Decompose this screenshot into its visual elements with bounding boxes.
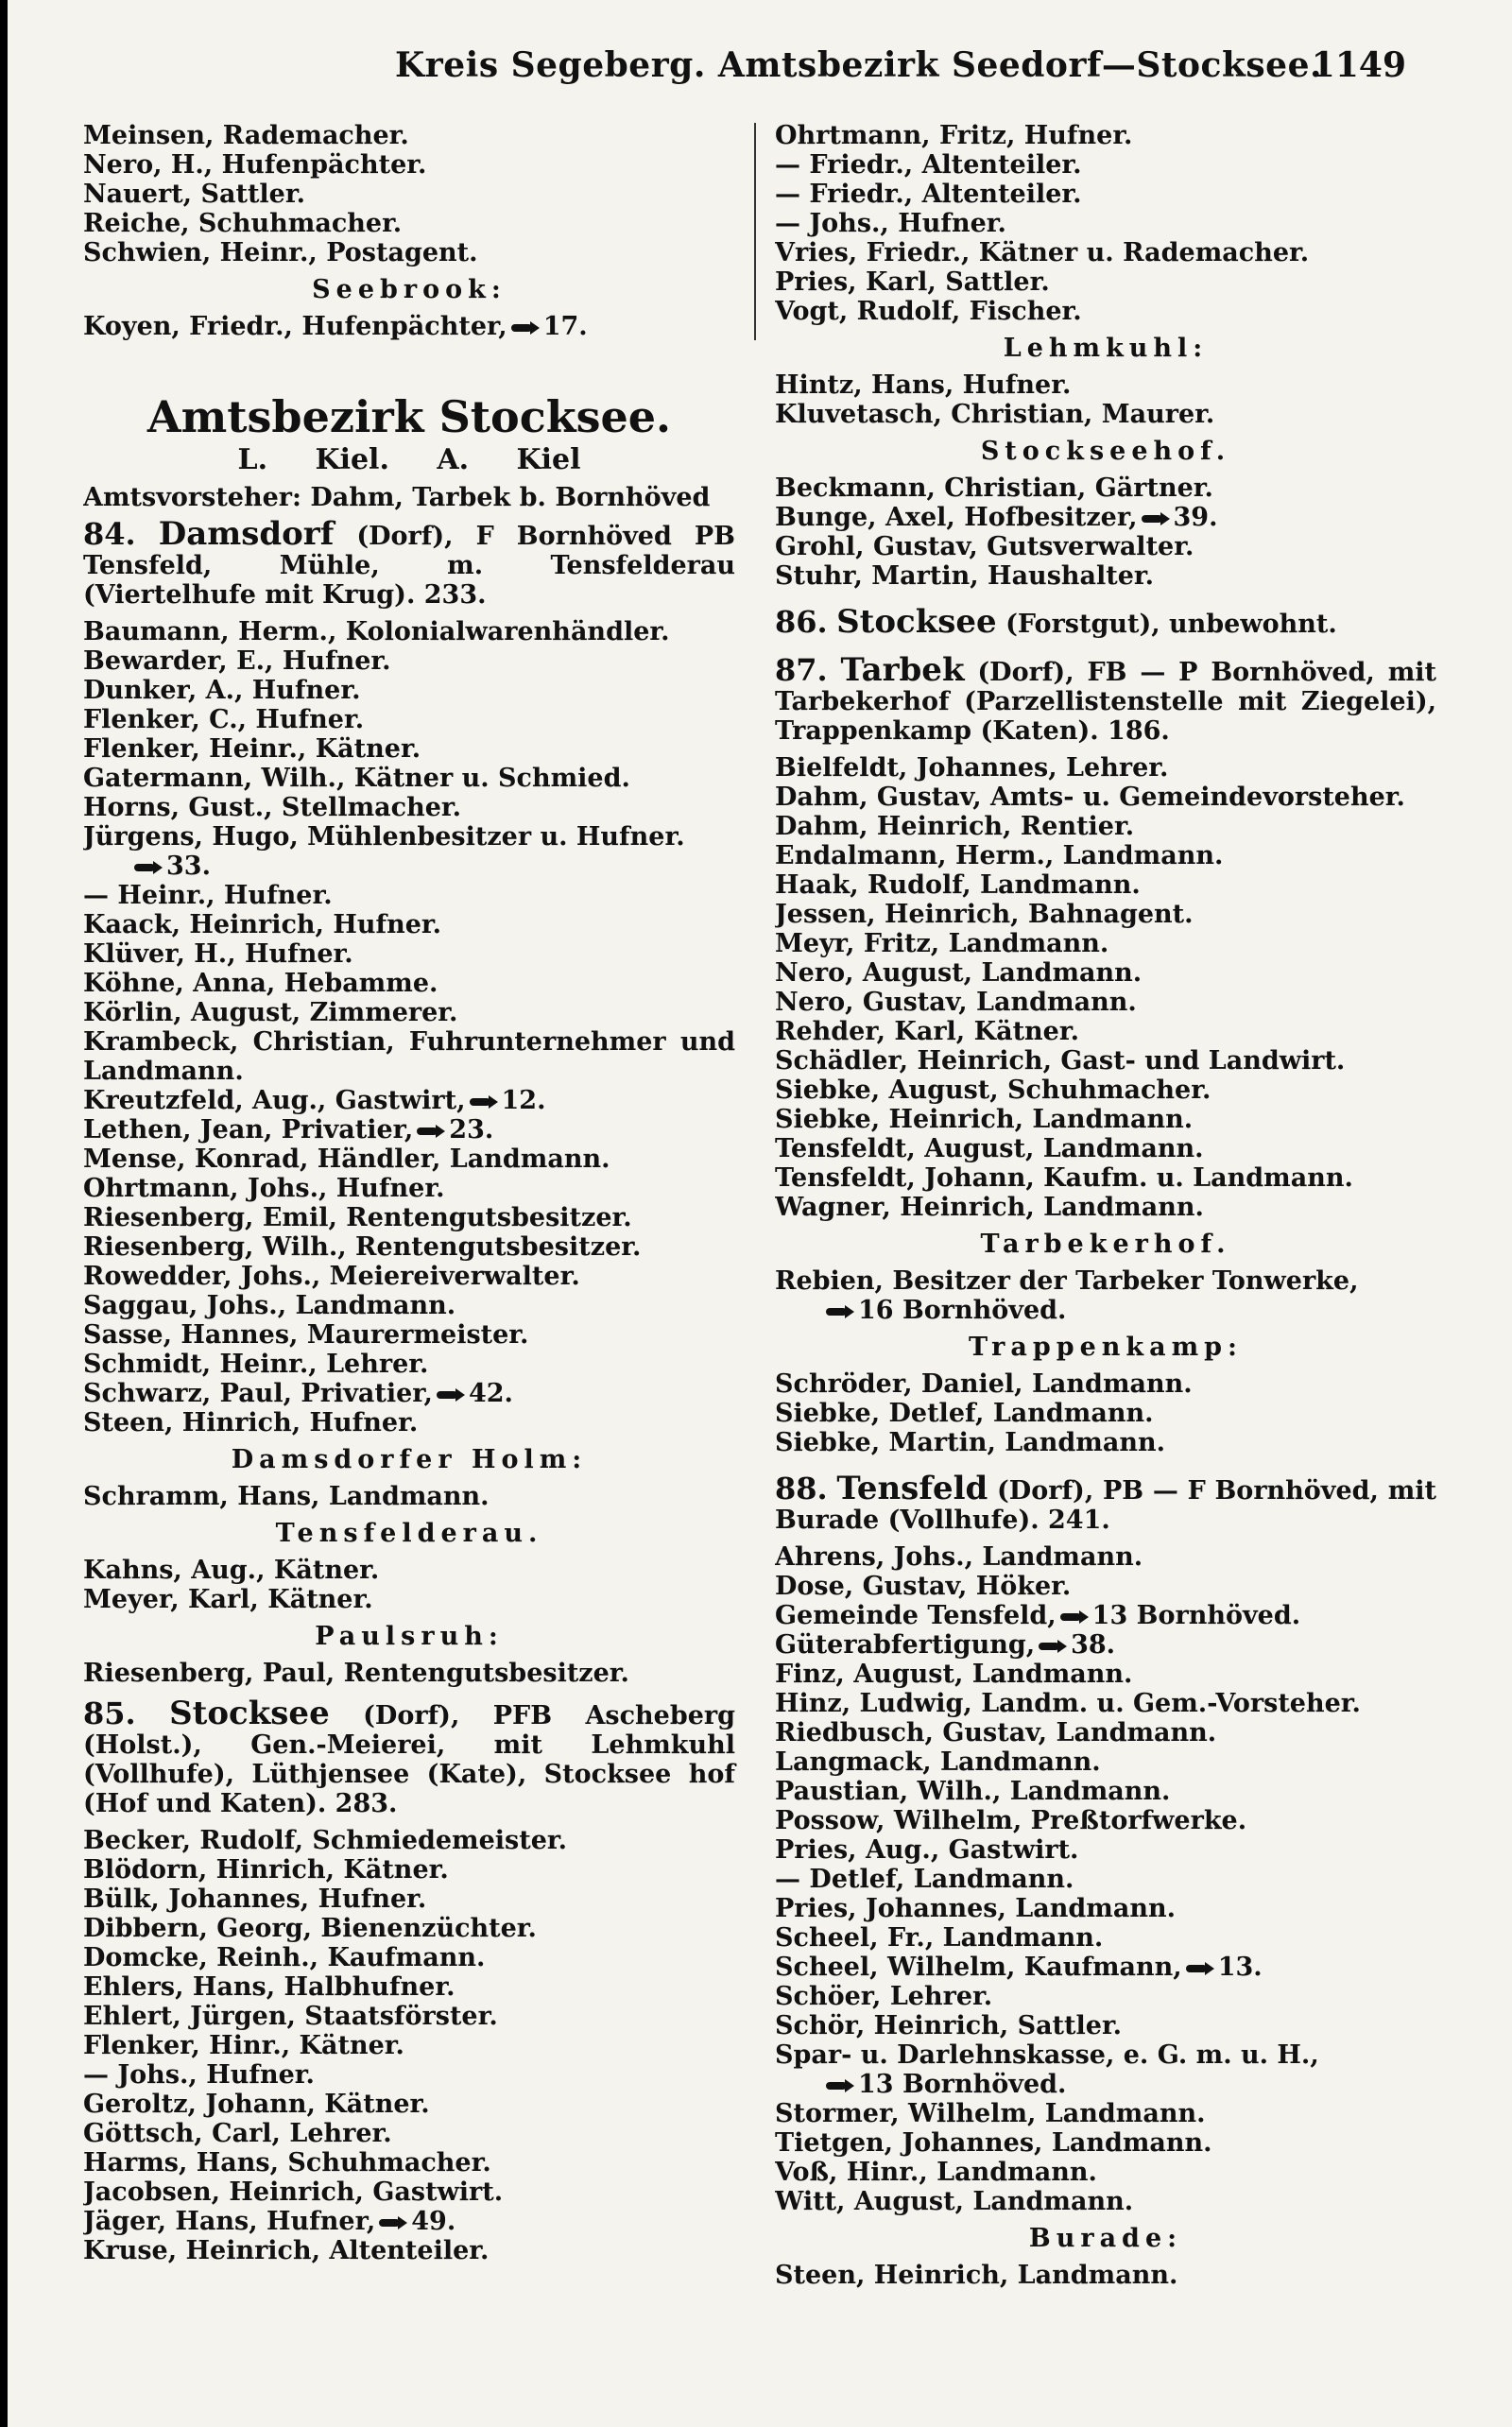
list-item: Gemeinde Tensfeld, 13 Bornhöved. [775, 1601, 1301, 1630]
list-item: Dunker, A., Hufner. [83, 676, 361, 705]
list-item: Voß, Hinr., Landmann. [775, 2158, 1097, 2187]
place-name: Stocksee [836, 603, 997, 641]
list-item: Göttsch, Carl, Lehrer. [83, 2119, 392, 2148]
telephone-icon [470, 1095, 498, 1109]
place-name: Tensfeld [836, 1470, 988, 1507]
list-item: — Friedr., Altenteiler. [775, 150, 1082, 180]
list-item: Geroltz, Johann, Kätner. [83, 2090, 430, 2119]
list-item: Koyen, Friedr., Hufenpächter, 17. [83, 312, 588, 341]
list-item: Horns, Gust., Stellmacher. [83, 793, 462, 822]
list-item: Schwarz, Paul, Privatier, 42. [83, 1379, 513, 1408]
list-item: Vries, Friedr., Kätner u. Rademacher. [775, 238, 1310, 267]
list-item: Hinz, Ludwig, Landm. u. Gem.-Vorsteher. [775, 1689, 1361, 1718]
list-item: Bunge, Axel, Hofbesitzer, 39. [775, 503, 1218, 532]
list-item: Schwien, Heinr., Postagent. [83, 238, 478, 267]
list-item: — Friedr., Altenteiler. [775, 180, 1082, 209]
list-item: Stormer, Wilhelm, Landmann. [775, 2099, 1206, 2128]
list-item: — Heinr., Hufner. [83, 881, 333, 910]
telephone-icon [826, 1305, 854, 1318]
entry-87: 87. Tarbek (Dorf), FB — P Bornhöved, mit Tarbekerhof (Parzellistenstelle mit Ziegelei), Trappenkamp (Katen). 186. [775, 651, 1436, 746]
list-item: Nero, August, Landmann. [775, 958, 1143, 988]
column-divider [754, 123, 756, 340]
list-item: Meyr, Fritz, Landmann. [775, 929, 1109, 958]
list-item: Pries, Aug., Gastwirt. [775, 1835, 1079, 1865]
list-item: Krambeck, Christian, Fuhrunternehmer und Landmann. [83, 1027, 735, 1086]
list-item: Pries, Johannes, Landmann. [775, 1894, 1177, 1923]
subplace-heading: Tarbekerhof. [980, 1230, 1231, 1259]
list-item: Grohl, Gustav, Gutsverwalter. [775, 532, 1194, 561]
list-item: Reiche, Schuhmacher. [83, 209, 403, 238]
list-item: Wagner, Heinrich, Landmann. [775, 1193, 1204, 1222]
list-item: Gatermann, Wilh., Kätner u. Schmied. [83, 764, 630, 793]
list-item: Ohrtmann, Fritz, Hufner. [775, 121, 1133, 150]
list-item: Endalmann, Herm., Landmann. [775, 841, 1224, 870]
list-item: Ohrtmann, Johs., Hufner. [83, 1174, 445, 1203]
list-item: — Johs., Hufner. [83, 2060, 315, 2090]
list-item: Nero, H., Hufenpächter. [83, 150, 427, 180]
list-item: Kahns, Aug., Kätner. [83, 1556, 380, 1585]
list-item: Blödorn, Hinrich, Kätner. [83, 1855, 449, 1885]
telephone-icon [826, 2079, 854, 2092]
list-item: Kruse, Heinrich, Altenteiler. [83, 2236, 490, 2265]
list-item: Langmack, Landmann. [775, 1747, 1101, 1777]
section-subtitle: L. Kiel. A. Kiel [237, 443, 581, 476]
running-title: Kreis Segeberg. Amtsbezirk Seedorf—Stocksee. [395, 45, 1323, 85]
list-item: Paustian, Wilh., Landmann. [775, 1777, 1171, 1806]
list-item: Bielfeldt, Johannes, Lehrer. [775, 753, 1169, 783]
list-item: Güterabfertigung, 38. [775, 1630, 1116, 1660]
list-item: Steen, Heinrich, Landmann. [775, 2261, 1178, 2290]
list-item: Nauert, Sattler. [83, 180, 305, 209]
page-number: 1149 [1311, 45, 1406, 85]
right-column [775, 121, 1436, 2290]
list-item: Siebke, Heinrich, Landmann. [775, 1105, 1194, 1134]
list-item: Nero, Gustav, Landmann. [775, 988, 1137, 1017]
list-item: Meyer, Karl, Kätner. [83, 1585, 373, 1614]
list-item: Jürgens, Hugo, Mühlenbesitzer u. Hufner. [83, 822, 685, 852]
list-item: Beckmann, Christian, Gärtner. [775, 473, 1213, 503]
subplace-heading: Stockseehof. [980, 437, 1231, 466]
list-item: Rowedder, Johs., Meiereiverwalter. [83, 1262, 580, 1291]
list-item: Jessen, Heinrich, Bahnagent. [775, 900, 1194, 929]
place-name: Damsdorf [158, 515, 335, 553]
list-item: Siebke, August, Schuhmacher. [775, 1076, 1211, 1105]
list-item: Schmidt, Heinr., Lehrer. [83, 1350, 429, 1379]
list-item: Possow, Wilhelm, Preßtorfwerke. [775, 1806, 1247, 1835]
list-item: Scheel, Wilhelm, Kaufmann, 13. [775, 1953, 1263, 1982]
list-item: Kaack, Heinrich, Hufner. [83, 910, 442, 939]
list-item: Harms, Hans, Schuhmacher. [83, 2148, 491, 2177]
list-item: Haak, Rudolf, Landmann. [775, 870, 1141, 900]
telephone-icon [1039, 1640, 1067, 1653]
subplace-heading: Trappenkamp: [968, 1333, 1244, 1362]
list-item: Riesenberg, Paul, Rentengutsbesitzer. [83, 1659, 629, 1688]
list-item: Ehlert, Jürgen, Staatsförster. [83, 2002, 498, 2031]
entry-84: 84. Damsdorf (Dorf), F Bornhöved PB Tensfeld, Mühle, m. Tensfelderau (Viertelhufe mit Krug). 233. [83, 515, 735, 610]
subplace-heading: Damsdorfer Holm: [231, 1445, 588, 1474]
list-item: Schör, Heinrich, Sattler. [775, 2011, 1123, 2040]
list-item: Schröder, Daniel, Landmann. [775, 1369, 1193, 1399]
list-item: Dahm, Gustav, Amts- u. Gemeindevorsteher. [775, 783, 1405, 812]
list-item: Witt, August, Landmann. [775, 2187, 1134, 2216]
entry-88: 88. Tensfeld (Dorf), PB — F Bornhöved, mit Burade (Vollhufe). 241. [775, 1470, 1436, 1535]
list-item: Riesenberg, Wilh., Rentengutsbesitzer. [83, 1232, 642, 1262]
list-item: Klüver, H., Hufner. [83, 939, 353, 969]
telephone-icon [417, 1125, 445, 1138]
list-item: Domcke, Reinh., Kaufmann. [83, 1943, 486, 1972]
amtsvorsteher: Amtsvorsteher: Dahm, Tarbek b. Bornhöved [83, 483, 711, 512]
list-item: — Johs., Hufner. [775, 209, 1006, 238]
list-item: Riedbusch, Gustav, Landmann. [775, 1718, 1217, 1747]
telephone-icon [1142, 512, 1170, 525]
list-item: Kluvetasch, Christian, Maurer. [775, 400, 1215, 429]
list-item: 13 Bornhöved. [775, 2070, 1436, 2099]
list-item: Saggau, Johs., Landmann. [83, 1291, 456, 1320]
list-item: Baumann, Herm., Kolonialwarenhändler. [83, 617, 670, 646]
list-item: Flenker, C., Hufner. [83, 705, 365, 734]
list-item: Bewarder, E., Hufner. [83, 646, 391, 676]
subplace-heading: Seebrook: [312, 275, 507, 304]
list-item: Kreutzfeld, Aug., Gastwirt, 12. [83, 1086, 546, 1115]
entry-86: 86. Stocksee (Forstgut), unbewohnt. [775, 603, 1337, 641]
telephone-icon [134, 861, 163, 874]
list-item: Riesenberg, Emil, Rentengutsbesitzer. [83, 1203, 632, 1232]
list-item: Bülk, Johannes, Hufner. [83, 1885, 427, 1914]
list-item: Pries, Karl, Sattler. [775, 267, 1050, 297]
place-name: Stocksee [169, 1695, 330, 1732]
list-item: Becker, Rudolf, Schmiedemeister. [83, 1826, 568, 1855]
list-item: Dose, Gustav, Höker. [775, 1572, 1072, 1601]
list-item: Finz, August, Landmann. [775, 1660, 1133, 1689]
directory-page [8, 0, 1512, 2427]
telephone-icon [437, 1388, 465, 1402]
list-item: Dahm, Heinrich, Rentier. [775, 812, 1135, 841]
list-item: Flenker, Hinr., Kätner. [83, 2031, 404, 2060]
list-item: Sasse, Hannes, Maurermeister. [83, 1320, 529, 1350]
subplace-heading: Tensfelderau. [275, 1519, 543, 1548]
list-item: Siebke, Martin, Landmann. [775, 1428, 1165, 1457]
list-item: Tensfeldt, August, Landmann. [775, 1134, 1204, 1163]
page-header [8, 45, 1482, 102]
subplace-heading: Lehmkuhl: [1003, 334, 1209, 363]
place-name: Tarbek [840, 651, 965, 689]
telephone-icon [1186, 1962, 1214, 1975]
list-item: Schöer, Lehrer. [775, 1982, 993, 2011]
telephone-icon [511, 321, 540, 335]
list-item: Lethen, Jean, Privatier, 23. [83, 1115, 494, 1145]
list-item: Meinsen, Rademacher. [83, 121, 409, 150]
list-item: Hintz, Hans, Hufner. [775, 370, 1072, 400]
list-item: Vogt, Rudolf, Fischer. [775, 297, 1082, 326]
entry-85: 85. Stocksee (Dorf), PFB Ascheberg (Holst.), Gen.-Meierei, mit Lehmkuhl (Vollhufe), Lüthjensee (Kate), Stocksee hof (Hof und Katen). 283. [83, 1695, 736, 1818]
telephone-icon [1060, 1610, 1089, 1624]
list-item: Jacobsen, Heinrich, Gastwirt. [83, 2177, 504, 2207]
list-item: 33. [83, 852, 735, 881]
subplace-heading: Paulsruh: [315, 1622, 504, 1651]
list-item: Schädler, Heinrich, Gast- und Landwirt. [775, 1046, 1346, 1076]
list-item: Spar- u. Darlehnskasse, e. G. m. u. H., [775, 2040, 1319, 2070]
list-item: 16 Bornhöved. [775, 1296, 1436, 1325]
left-column [83, 121, 735, 2265]
list-item: Rehder, Karl, Kätner. [775, 1017, 1079, 1046]
list-item: Scheel, Fr., Landmann. [775, 1923, 1104, 1953]
list-item: — Detlef, Landmann. [775, 1865, 1074, 1894]
list-item: Ahrens, Johs., Landmann. [775, 1542, 1143, 1572]
list-item: Tensfeldt, Johann, Kaufm. u. Landmann. [775, 1163, 1353, 1193]
list-item: Flenker, Heinr., Kätner. [83, 734, 421, 764]
list-item: Ehlers, Hans, Halbhufner. [83, 1972, 455, 2002]
list-item: Tietgen, Johannes, Landmann. [775, 2128, 1212, 2158]
list-item: Stuhr, Martin, Haushalter. [775, 561, 1155, 591]
list-item: Köhne, Anna, Hebamme. [83, 969, 438, 998]
list-item: Siebke, Detlef, Landmann. [775, 1399, 1154, 1428]
telephone-icon [379, 2216, 407, 2229]
list-item: Rebien, Besitzer der Tarbeker Tonwerke, [775, 1266, 1359, 1296]
list-item: Körlin, August, Zimmerer. [83, 998, 458, 1027]
list-item: Steen, Hinrich, Hufner. [83, 1408, 419, 1437]
subplace-heading: Burade: [1028, 2224, 1183, 2253]
list-item: Jäger, Hans, Hufner, 49. [83, 2207, 456, 2236]
list-item: Schramm, Hans, Landmann. [83, 1482, 490, 1511]
section-title: Amtsbezirk Stocksee. [146, 391, 672, 442]
list-item: Mense, Konrad, Händler, Landmann. [83, 1145, 610, 1174]
list-item: Dibbern, Georg, Bienenzüchter. [83, 1914, 537, 1943]
